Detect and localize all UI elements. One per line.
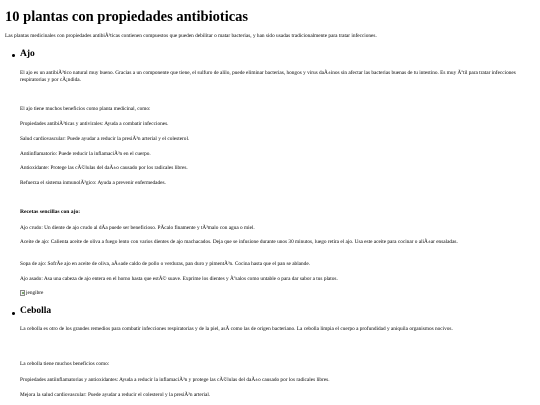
ajo-description: El ajo es un antibiÃ³tico natural muy bueno. Gracias a un componente que tiene, el sulfuro de alilo, puede eliminar bacterias, hongos y virus daÃ±inos sin afectar las bacterias buenas de tu intestino. Es muy Ãºtil para tratar infecciones respiratorias y por cÃ¡ndida. (20, 70, 516, 83)
cebolla-description: La cebolla es otro de los grandes remedios para combatir infecciones respiratorias y de la piel, asÃ como las de origen bacteriano. La cebolla limpia el cuerpo a profundidad y aniquila organismos nocivos. (20, 326, 453, 332)
bullet-marker (12, 312, 15, 315)
cebolla-benefits-intro: La cebolla tiene muchos beneficios como: (20, 361, 110, 367)
cebolla-heading: Cebolla (20, 306, 52, 316)
ajo-recipe-item: Aceite de ajo: Calienta aceite de oliva a fuego lento con varios dientes de ajo machacados. Deja que se infusione durante unos 30 minutos, luego retira el ajo. Usa este aceite para cocinar o aliÃ±ar ensaladas. (20, 239, 458, 245)
ajo-benefit-item: Antioxidante: Protege las cÃ©lulas del daÃ±o causado por los radicales libres. (20, 165, 188, 171)
broken-image (20, 289, 43, 297)
broken-image-icon (20, 290, 25, 296)
ajo-benefit-item: Salud cardiovascular: Puede ayudar a reducir la presiÃ³n arterial y el colesterol. (20, 136, 190, 142)
ajo-recipes-heading: Recetas sencillas con ajo: (20, 209, 81, 215)
ajo-recipe-item: Sopa de ajo: SofrÃe ajo en aceite de oliva, aÃ±ade caldo de pollo o verduras, pan duro y pimentÃ³n. Cocina hasta que el pan se ablande. (20, 261, 310, 267)
image-alt-text: jengibre (26, 289, 44, 296)
ajo-benefit-item: Refuerza el sistema inmunolÃ³gico: Ayuda a prevenir enfermedades. (20, 180, 166, 186)
cebolla-benefit-item: Propiedades antiinflamatorias y antioxidantes: Ayuda a reducir la inflamaciÃ³n y protege las cÃ©lulas del daÃ±o causado por los radicales libres. (20, 377, 330, 383)
page-title: 10 plantas con propiedades antibioticas (5, 9, 249, 25)
ajo-benefit-item: Antiinflamatorio: Puede reducir la inflamaciÃ³n en el cuerpo. (20, 151, 151, 157)
ajo-recipe-item: Ajo asado: Asa una cabeza de ajo entera en el horno hasta que estÃ© suave. Exprime los dientes y Ãºsalos como untable o para dar sabor a tus platos. (20, 276, 338, 282)
cebolla-benefit-item: Mejora la salud cardiovascular: Puede ayudar a reducir el colesterol y la presiÃ³n arterial. (20, 392, 211, 398)
intro-paragraph: Las plantas medicinales con propiedades antibiÃ³ticas contienen compuestos que pueden debilitar o matar bacterias, y han sido usadas tradicionalmente para tratar infecciones. (5, 33, 377, 39)
bullet-marker (12, 54, 15, 57)
ajo-benefits-intro: El ajo tiene muchos beneficios como planta medicinal, como: (20, 106, 151, 112)
ajo-benefit-item: Propiedades antibiÃ³ticas y antivirales: Ayuda a combatir infecciones. (20, 121, 169, 127)
ajo-recipe-item: Ajo crudo: Un diente de ajo crudo al dÃa puede ser beneficioso. PÃcalo finamente y tÃ³malo con agua o miel. (20, 225, 255, 231)
ajo-heading: Ajo (20, 49, 35, 59)
